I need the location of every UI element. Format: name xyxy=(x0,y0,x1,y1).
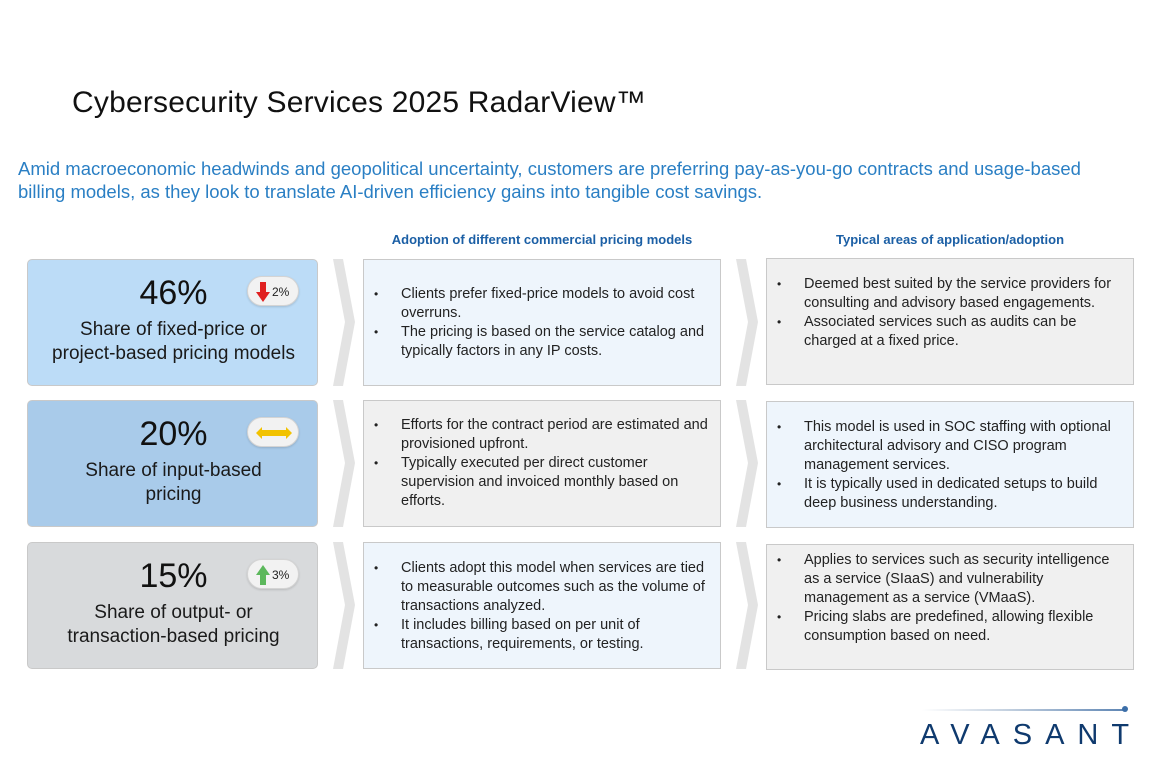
application-column-header: Typical areas of application/adoption xyxy=(835,232,1065,247)
trend-change: 2% xyxy=(272,285,290,299)
output-based-application-box xyxy=(766,544,1134,670)
page-subtitle: Amid macroeconomic headwinds and geopolitical uncertainty, customers are preferring pay-as-you-go contracts and usage-based billing models, as they look to translate AI-driven efficiency gains into tangible cost savings. xyxy=(18,158,1081,202)
page-title: Cybersecurity Services 2025 RadarView™ xyxy=(72,86,646,119)
fixed-price-application-box xyxy=(766,258,1134,385)
list-item: • Efforts for the contract period are estimated and provisioned upfront. xyxy=(364,416,712,454)
input-based-stat-card xyxy=(27,400,318,527)
trend-badge xyxy=(247,559,299,589)
list-item: • Associated services such as audits can be charged at a fixed price. xyxy=(767,313,1125,351)
list-item: • This model is used in SOC staffing with optional architectural advisory and CISO program management services. xyxy=(767,418,1125,475)
list-item: • Pricing slabs are predefined, allowing flexible consumption based on need. xyxy=(767,608,1125,646)
application-bullets xyxy=(767,275,1125,351)
chevron-right-icon xyxy=(736,400,758,527)
stat-label-line: Share of input-based xyxy=(85,460,262,481)
chevron-right-icon xyxy=(736,259,758,386)
logo-accent-line xyxy=(922,709,1124,711)
stat-value: 46% xyxy=(139,274,208,312)
avasant-logo: AVASANT xyxy=(920,719,1143,751)
arrow-down-icon xyxy=(256,282,270,302)
list-item: • It is typically used in dedicated setups to build deep business understanding. xyxy=(767,475,1125,513)
stat-label-line: project-based pricing models xyxy=(52,343,295,364)
logo-accent-dot xyxy=(1122,706,1128,712)
fixed-price-stat-card xyxy=(27,259,318,386)
adoption-bullets xyxy=(364,559,712,654)
list-item: • Applies to services such as security intelligence as a service (SIaaS) and vulnerability management as a service (VMaaS). xyxy=(767,551,1125,608)
adoption-bullets xyxy=(364,416,712,511)
stat-label-line: Share of fixed-price or xyxy=(80,319,267,340)
chevron-right-icon xyxy=(736,542,758,669)
trend-badge xyxy=(247,276,299,306)
stat-label xyxy=(28,601,319,649)
trend-change: 3% xyxy=(272,568,290,582)
output-based-adoption-box xyxy=(363,542,721,669)
stat-label xyxy=(28,318,319,366)
list-item: • Deemed best suited by the service providers for consulting and advisory based engagements. xyxy=(767,275,1125,313)
stat-label-line: Share of output- or xyxy=(94,602,253,623)
arrow-up-icon xyxy=(256,565,270,585)
arrow-left-right-icon xyxy=(256,423,292,443)
stat-label-line: pricing xyxy=(145,484,202,505)
chevron-right-icon xyxy=(333,259,355,386)
input-based-adoption-box xyxy=(363,400,721,527)
chevron-right-icon xyxy=(333,542,355,669)
list-item: • Clients adopt this model when services are tied to measurable outcomes such as the volume of transactions analyzed. xyxy=(364,559,712,616)
chevron-right-icon xyxy=(333,400,355,527)
application-bullets xyxy=(767,551,1125,646)
list-item: • It includes billing based on per unit of transactions, requirements, or testing. xyxy=(364,616,712,654)
output-based-stat-card xyxy=(27,542,318,669)
application-bullets xyxy=(767,418,1125,513)
list-item: • Clients prefer fixed-price models to avoid cost overruns. xyxy=(364,285,712,323)
trend-badge xyxy=(247,417,299,447)
input-based-application-box xyxy=(766,401,1134,528)
stat-value: 20% xyxy=(139,415,208,453)
list-item: • Typically executed per direct customer supervision and invoiced monthly based on efforts. xyxy=(364,454,712,511)
fixed-price-adoption-box xyxy=(363,259,721,386)
stat-label-line: transaction-based pricing xyxy=(67,626,280,647)
adoption-bullets xyxy=(364,285,712,361)
list-item: • The pricing is based on the service catalog and typically factors in any IP costs. xyxy=(364,323,712,361)
adoption-column-header: Adoption of different commercial pricing models xyxy=(391,232,693,247)
stat-value: 15% xyxy=(139,557,208,595)
stat-label xyxy=(28,459,319,507)
